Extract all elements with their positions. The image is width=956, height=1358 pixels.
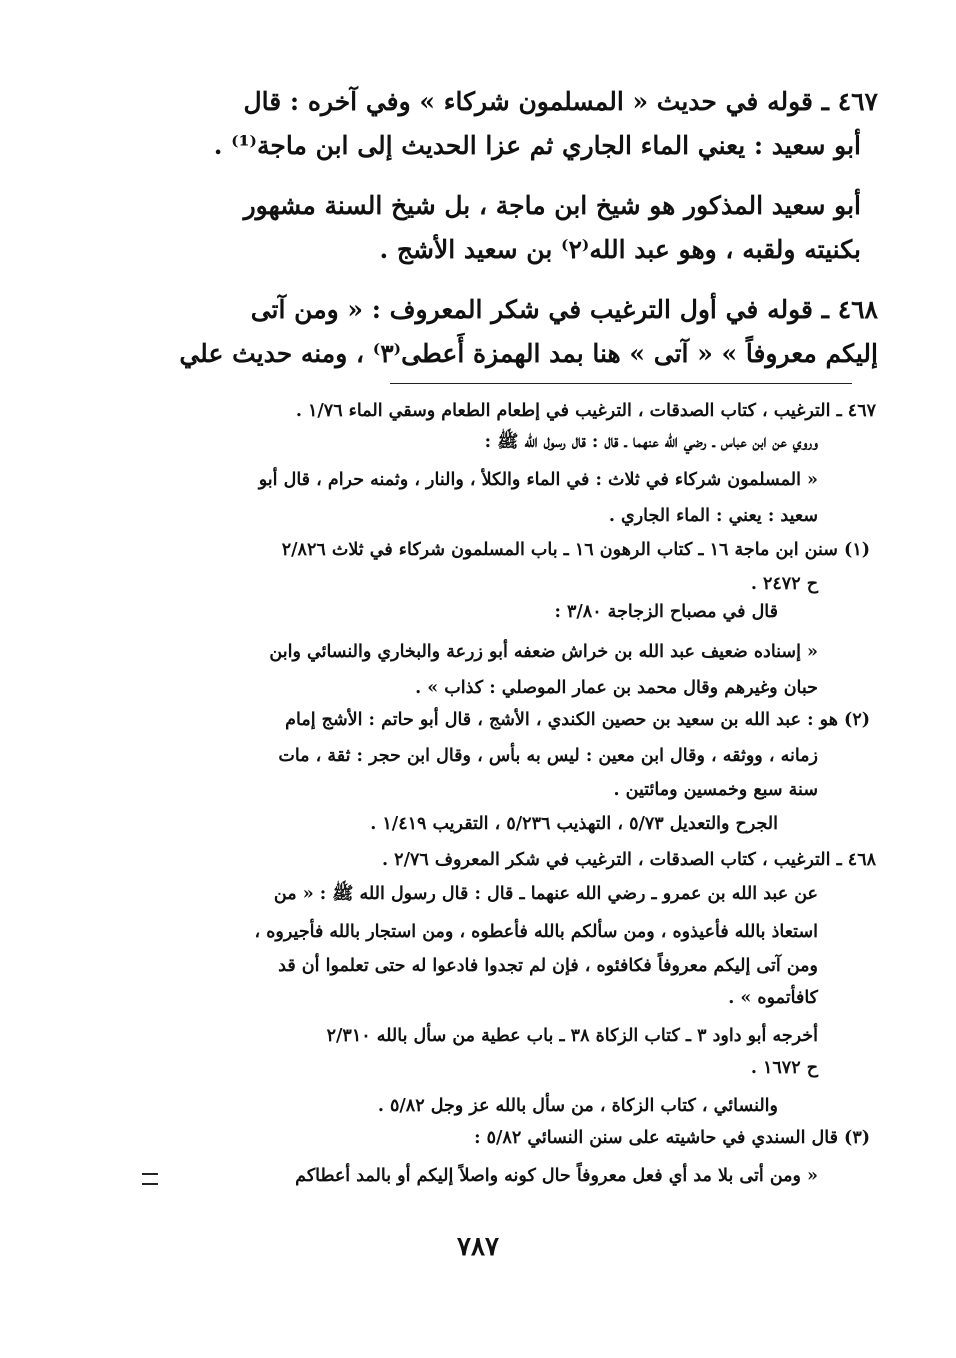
main-line-6: إليكم معروفاً » « آتى » هنا بمد الهمزة أَعطى⁽٣⁾ ، ومنه حديث علي — [179, 339, 878, 368]
page-number: ٧٨٧ — [457, 1232, 499, 1262]
main-line-1: ٤٦٧ ـ قوله في حديث « المسلمون شركاء » وفي آخره : قال — [243, 87, 878, 116]
footnote-line-5: (١) سنن ابن ماجة ١٦ ـ كتاب الرهون ١٦ ـ باب المسلمون شركاء في ثلاث ٢/٨٢٦ — [281, 540, 870, 560]
footnote-line-17: ومن آتى إليكم معروفاً فكافئوه ، فإن لم تجدوا فادعوا له حتى تعلموا أن قد — [278, 956, 818, 976]
footnote-line-18: كافأتموه » . — [728, 988, 818, 1008]
footnote-line-11: زمانه ، ووثقه ، وقال ابن معين : ليس به بأس ، وقال ابن حجر : ثقة ، مات — [278, 746, 818, 766]
footnote-line-1: ٤٦٧ ـ الترغيب ، كتاب الصدقات ، الترغيب في إطعام الطعام وسقي الماء ١/٧٦ . — [295, 401, 876, 421]
footnote-line-7: قال في مصباح الزجاجة ٣/٨٠ : — [554, 602, 778, 622]
footnote-line-10: (٢) هو : عبد الله بن سعيد بن حصين الكندي ، الأشج ، قال أبو حاتم : الأشج إمام — [285, 710, 870, 730]
main-line-2: أبو سعيد : يعني الماء الجاري ثم عزا الحديث إلى ابن ماجة⁽¹⁾ . — [213, 131, 861, 160]
footnote-line-9: حبان وغيرهم وقال محمد بن عمار الموصلي : كذاب » . — [415, 678, 818, 698]
footnote-separator — [390, 383, 852, 384]
footnote-line-22: (٣) قال السندي في حاشيته على سنن النسائي ٥/٨٢ : — [474, 1128, 870, 1148]
main-line-4: بكنيته ولقبه ، وهو عبد الله⁽٢⁾ بن سعيد الأشج . — [379, 235, 861, 264]
continuation-mark — [142, 1173, 158, 1185]
footnote-line-19: أخرجه أبو داود ٣ ـ كتاب الزكاة ٣٨ ـ باب عطية من سأل بالله ٢/٣١٠ — [326, 1026, 818, 1046]
footnote-line-2: وروي عن ابن عباس ـ رضي الله عنهما ـ قال : قال رسول الله ﷺ : — [484, 432, 818, 452]
footnote-line-14: ٤٦٨ ـ الترغيب ، كتاب الصدقات ، الترغيب في شكر المعروف ٢/٧٦ . — [381, 850, 876, 870]
footnote-line-6: ح ٢٤٧٢ . — [750, 574, 818, 594]
footnote-line-20: ح ١٦٧٢ . — [750, 1058, 818, 1078]
main-line-5: ٤٦٨ ـ قوله في أول الترغيب في شكر المعروف : « ومن آتى — [250, 295, 878, 324]
footnote-line-21: والنسائي ، كتاب الزكاة ، من سأل بالله عز وجل ٥/٨٢ . — [377, 1096, 778, 1116]
footnote-line-15: عن عبد الله بن عمرو ـ رضي الله عنهما ـ قال : قال رسول الله ﷺ : « من — [273, 884, 818, 904]
footnote-line-12: سنة سبع وخمسين ومائتين . — [613, 780, 818, 800]
footnote-line-16: استعاذ بالله فأعيذوه ، ومن سألكم بالله فأعطوه ، ومن استجار بالله فأجيروه ، — [254, 922, 818, 942]
footnote-line-4: سعيد : يعني : الماء الجاري . — [608, 506, 818, 526]
main-line-3: أبو سعيد المذكور هو شيخ ابن ماجة ، بل شيخ السنة مشهور — [243, 191, 861, 220]
footnote-line-23: « ومن أتى بلا مد أي فعل معروفاً حال كونه واصلاً إليكم أو بالمد أعطاكم — [295, 1166, 818, 1186]
footnote-line-13: الجرح والتعديل ٥/٧٣ ، التهذيب ٥/٢٣٦ ، التقريب ١/٤١٩ . — [370, 814, 778, 834]
footnote-line-8: « إسناده ضعيف عبد الله بن خراش ضعفه أبو زرعة والبخاري والنسائي وابن — [269, 642, 818, 662]
footnote-line-3: « المسلمون شركاء في ثلاث : في الماء والكلأ ، والنار ، وثمنه حرام ، قال أبو — [258, 470, 818, 490]
